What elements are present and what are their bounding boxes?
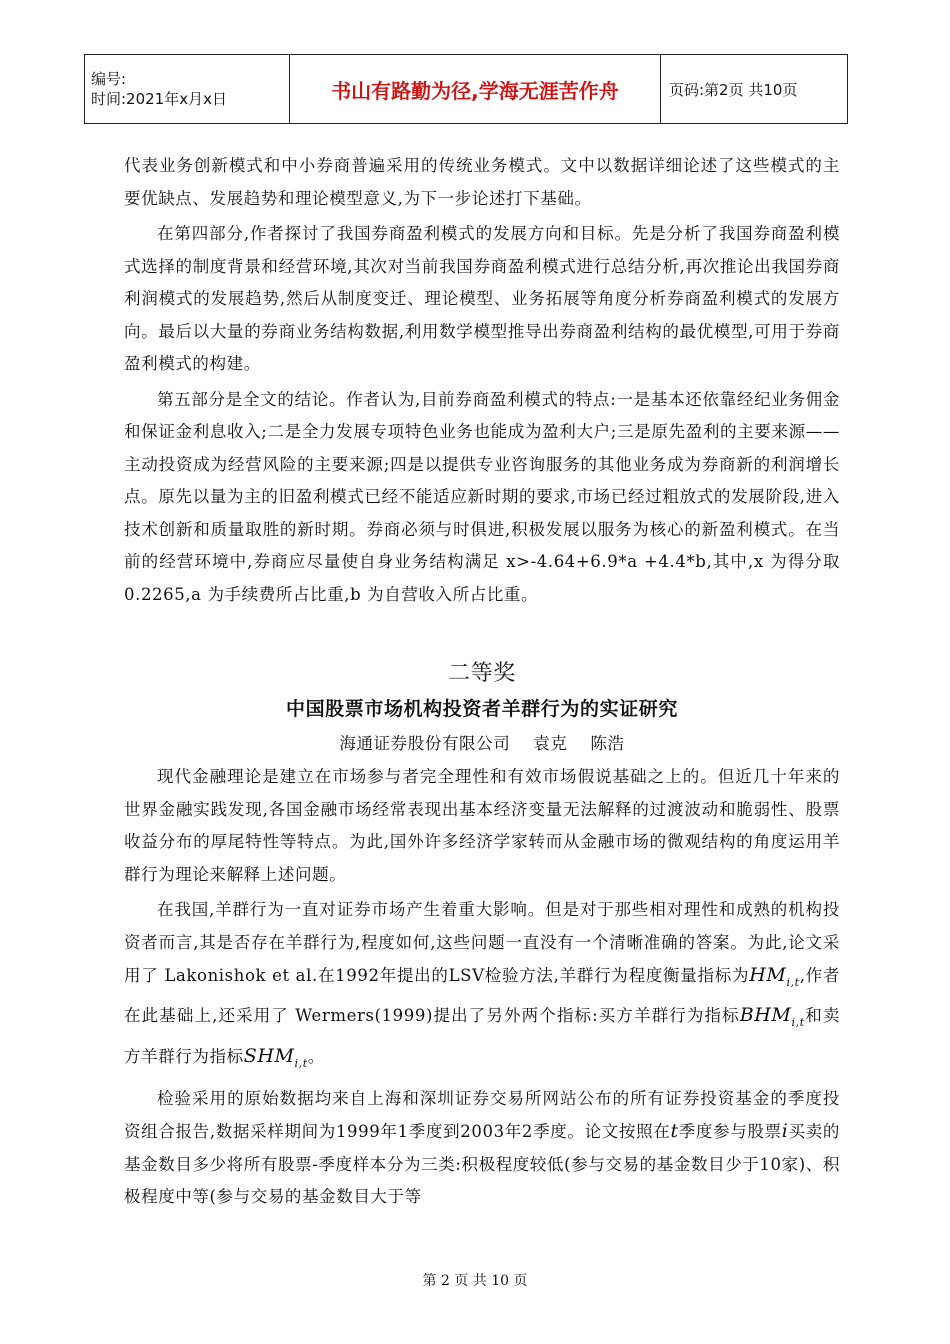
text-run: 买卖的基金数目多少将所有股票-季度样本分为三类:积极程度较低(参与交易的基金数目少于10家)、积极程度中等(参与交易的基金数目大于等 xyxy=(124,1122,840,1207)
header-motto: 书山有路勤为径,学海无涯苦作舟 xyxy=(290,55,661,124)
paper-title: 中国股票市场机构投资者羊群行为的实证研究 xyxy=(285,698,678,720)
variable-i: i xyxy=(781,1120,789,1143)
page-header xyxy=(84,54,848,124)
formula-hm: $HM_{i,t}$ xyxy=(749,964,800,989)
text-run: 和卖方羊群行为指标 xyxy=(124,1006,840,1066)
document-number-label: 编号: xyxy=(91,70,127,88)
text-run: 在我国,羊群行为一直对证券市场产生着重大影响。但是对于那些相对理性和成熟的机构投资者而言,其是否存在羊群行为,程度如何,这些问题一直没有一个清晰准确的答案。为此,论文采用了 Lakonishok et al.在1992年提出的LSV检验方法,羊群行为程度衡量指标为 xyxy=(124,900,840,985)
paragraph-data xyxy=(124,1083,840,1214)
text-run: 检验采用的原始数据均来自上海和深圳证券交易所网站公布的所有证券投资基金的季度投资组合报告,数据采样期间为1999年1季度到2003年2季度。论文按照在 xyxy=(124,1088,840,1142)
paragraph: 第五部分是全文的结论。作者认为,目前券商盈利模式的特点:一是基本还依靠经纪业务佣金和保证金利息收入;二是全力发展专项特色业务也能成为盈利大户;三是原先盈利的主要来源——主动投资成为经营风险的主要来源;四是以提供专业咨询服务的其他业务成为券商新的利润增长点。原先以量为主的旧盈利模式已经不能适应新时期的要求,市场已经过粗放式的发展阶段,进入技术创新和质量取胜的新时期。券商必须与时俱进,积极发展以服务为核心的新盈利模式。在当前的经营环境中,券商应尽量使自身业务结构满足 x>-4.64+6.9*a +4.4*b,其中,x 为得分取0.2265,a 为手续费所占比重,b 为自营收入所占比重。 xyxy=(124,389,840,604)
document-body xyxy=(124,150,840,1217)
variable-t: t xyxy=(670,1120,679,1143)
header-meta xyxy=(85,55,290,124)
header-page-info: 页码:第2页 共10页 xyxy=(661,55,848,124)
page-footer: 第 2 页 共 10 页 xyxy=(422,1273,528,1289)
text-run: 。 xyxy=(307,1046,325,1066)
document-date-label: 时间:2021年x月x日 xyxy=(91,90,227,108)
paper-authors: 海通证券股份有限公司 袁克 陈浩 xyxy=(339,734,625,753)
formula-bhm: $BHM_{i,t}$ xyxy=(739,1004,805,1030)
text-run: 季度参与股票 xyxy=(678,1122,782,1142)
paragraph-lsv xyxy=(124,894,840,1080)
award-heading: 二等奖 xyxy=(448,661,516,686)
paragraph: 现代金融理论是建立在市场参与者完全理性和有效市场假说基础之上的。但近几十年来的世界金融实践发现,各国金融市场经常表现出基本经济变量无法解释的过渡波动和脆弱性、股票收益分布的厚尾特性等特点。为此,国外许多经济学家转而从金融市场的微观结构的角度运用羊群行为理论来解释上述问题。 xyxy=(124,767,840,884)
paragraph: 代表业务创新模式和中小券商普遍采用的传统业务模式。文中以数据详细论述了这些模式的主要优缺点、发展趋势和理论模型意义,为下一步论述打下基础。 xyxy=(124,156,840,208)
formula-shm: $SHM_{i,t}$ xyxy=(243,1044,308,1070)
text-run: ,作者在此基础上,还采用了 Wermers(1999)提出了另外两个指标:买方羊群行为指标 xyxy=(124,966,840,1026)
paragraph: 在第四部分,作者探讨了我国券商盈利模式的发展方向和目标。先是分析了我国券商盈利模式选择的制度背景和经营环境,其次对当前我国券商盈利模式进行总结分析,再次推论出我国券商利润模式的发展趋势,然后从制度变迁、理论模型、业务拓展等角度分析券商盈利模式的发展方向。最后以大量的券商业务结构数据,利用数学模型推导出券商盈利结构的最优模型,可用于券商盈利模式的构建。 xyxy=(124,224,840,373)
